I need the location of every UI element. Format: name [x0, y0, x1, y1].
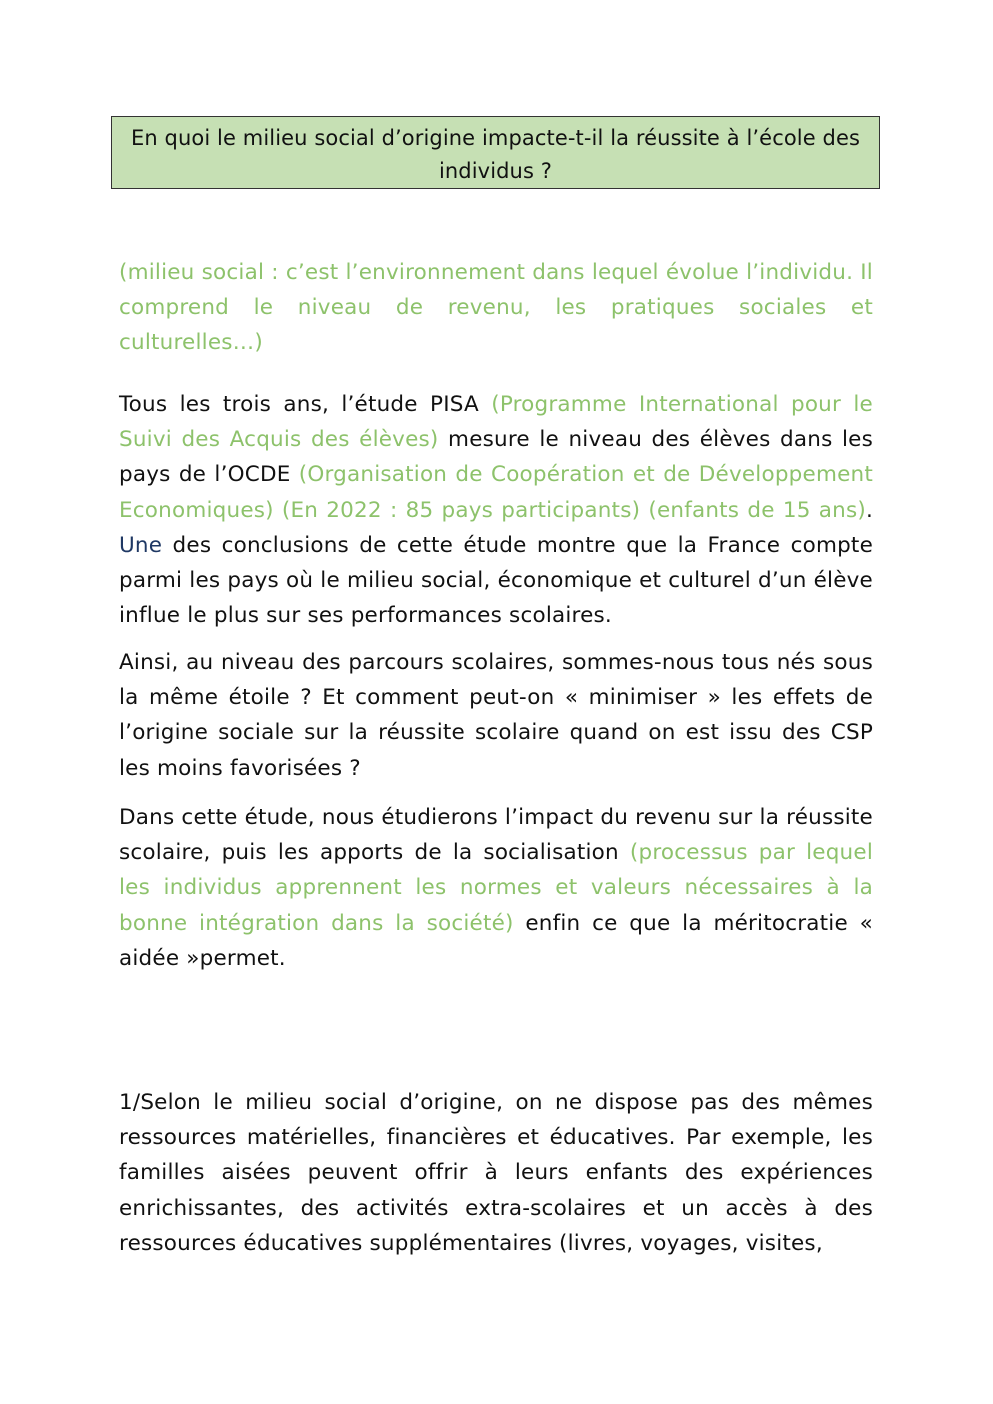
milieu-social-definition: (milieu social : c’est l’environnement dans lequel évolue l’individu. Il comprend le niveau de revenu, les pratiques sociales et culturelles…) — [119, 260, 873, 356]
title-text: En quoi le milieu social d’origine impacte-t-il la réussite à l’école des individus ? — [130, 126, 861, 183]
pisa-expansion: (Programme International pour le Suivi des Acquis des élèves) — [119, 392, 873, 453]
document-title — [111, 116, 880, 189]
une-word: Une — [119, 532, 163, 558]
pisa-period: . — [865, 497, 873, 523]
pisa-mid: mesure le niveau des élèves dans les pays de l’OCDE — [119, 427, 873, 488]
etude-ending: enfin ce que la méritocratie « aidée »permet. — [119, 910, 873, 971]
ocde-expansion: (Organisation de Coopération et de Développement Economiques) (En 2022 : 85 pays participants) (enfants de 15 ans) — [119, 462, 873, 523]
ainsi-paragraph: Ainsi, au niveau des parcours scolaires, sommes-nous tous nés sous la même étoile ? Et comment peut-on « minimiser » les effets de l’origine sociale sur la réussite scolaire quand on est issu des CSP les moins favorisées ? — [119, 650, 873, 781]
socialisation-definition: (processus par lequel les individus apprennent les normes et valeurs nécessaires à la bonne intégration dans la société) — [119, 840, 873, 936]
etude-paragraph — [119, 800, 873, 976]
pisa-paragraph — [119, 387, 873, 633]
pisa-intro: Tous les trois ans, l’étude PISA — [119, 392, 492, 417]
pisa-conclusion: des conclusions de cette étude montre que la France compte parmi les pays où le milieu social, économique et culturel d’un élève influe le plus sur ses performances scolaires. — [119, 532, 873, 629]
etude-intro: Dans cette étude, nous étudierons l’impact du revenu sur la réussite scolaire, puis les apports de la socialisation — [119, 805, 873, 866]
section-1-paragraph: 1/Selon le milieu social d’origine, on ne dispose pas des mêmes ressources matérielles, financières et éducatives. Par exemple, les familles aisées peuvent offrir à leurs enfants des expériences enrichissantes, des activités extra-scolaires et un accès à des ressources éducatives supplémentaires (livres, voyages, visites, — [119, 1090, 873, 1256]
